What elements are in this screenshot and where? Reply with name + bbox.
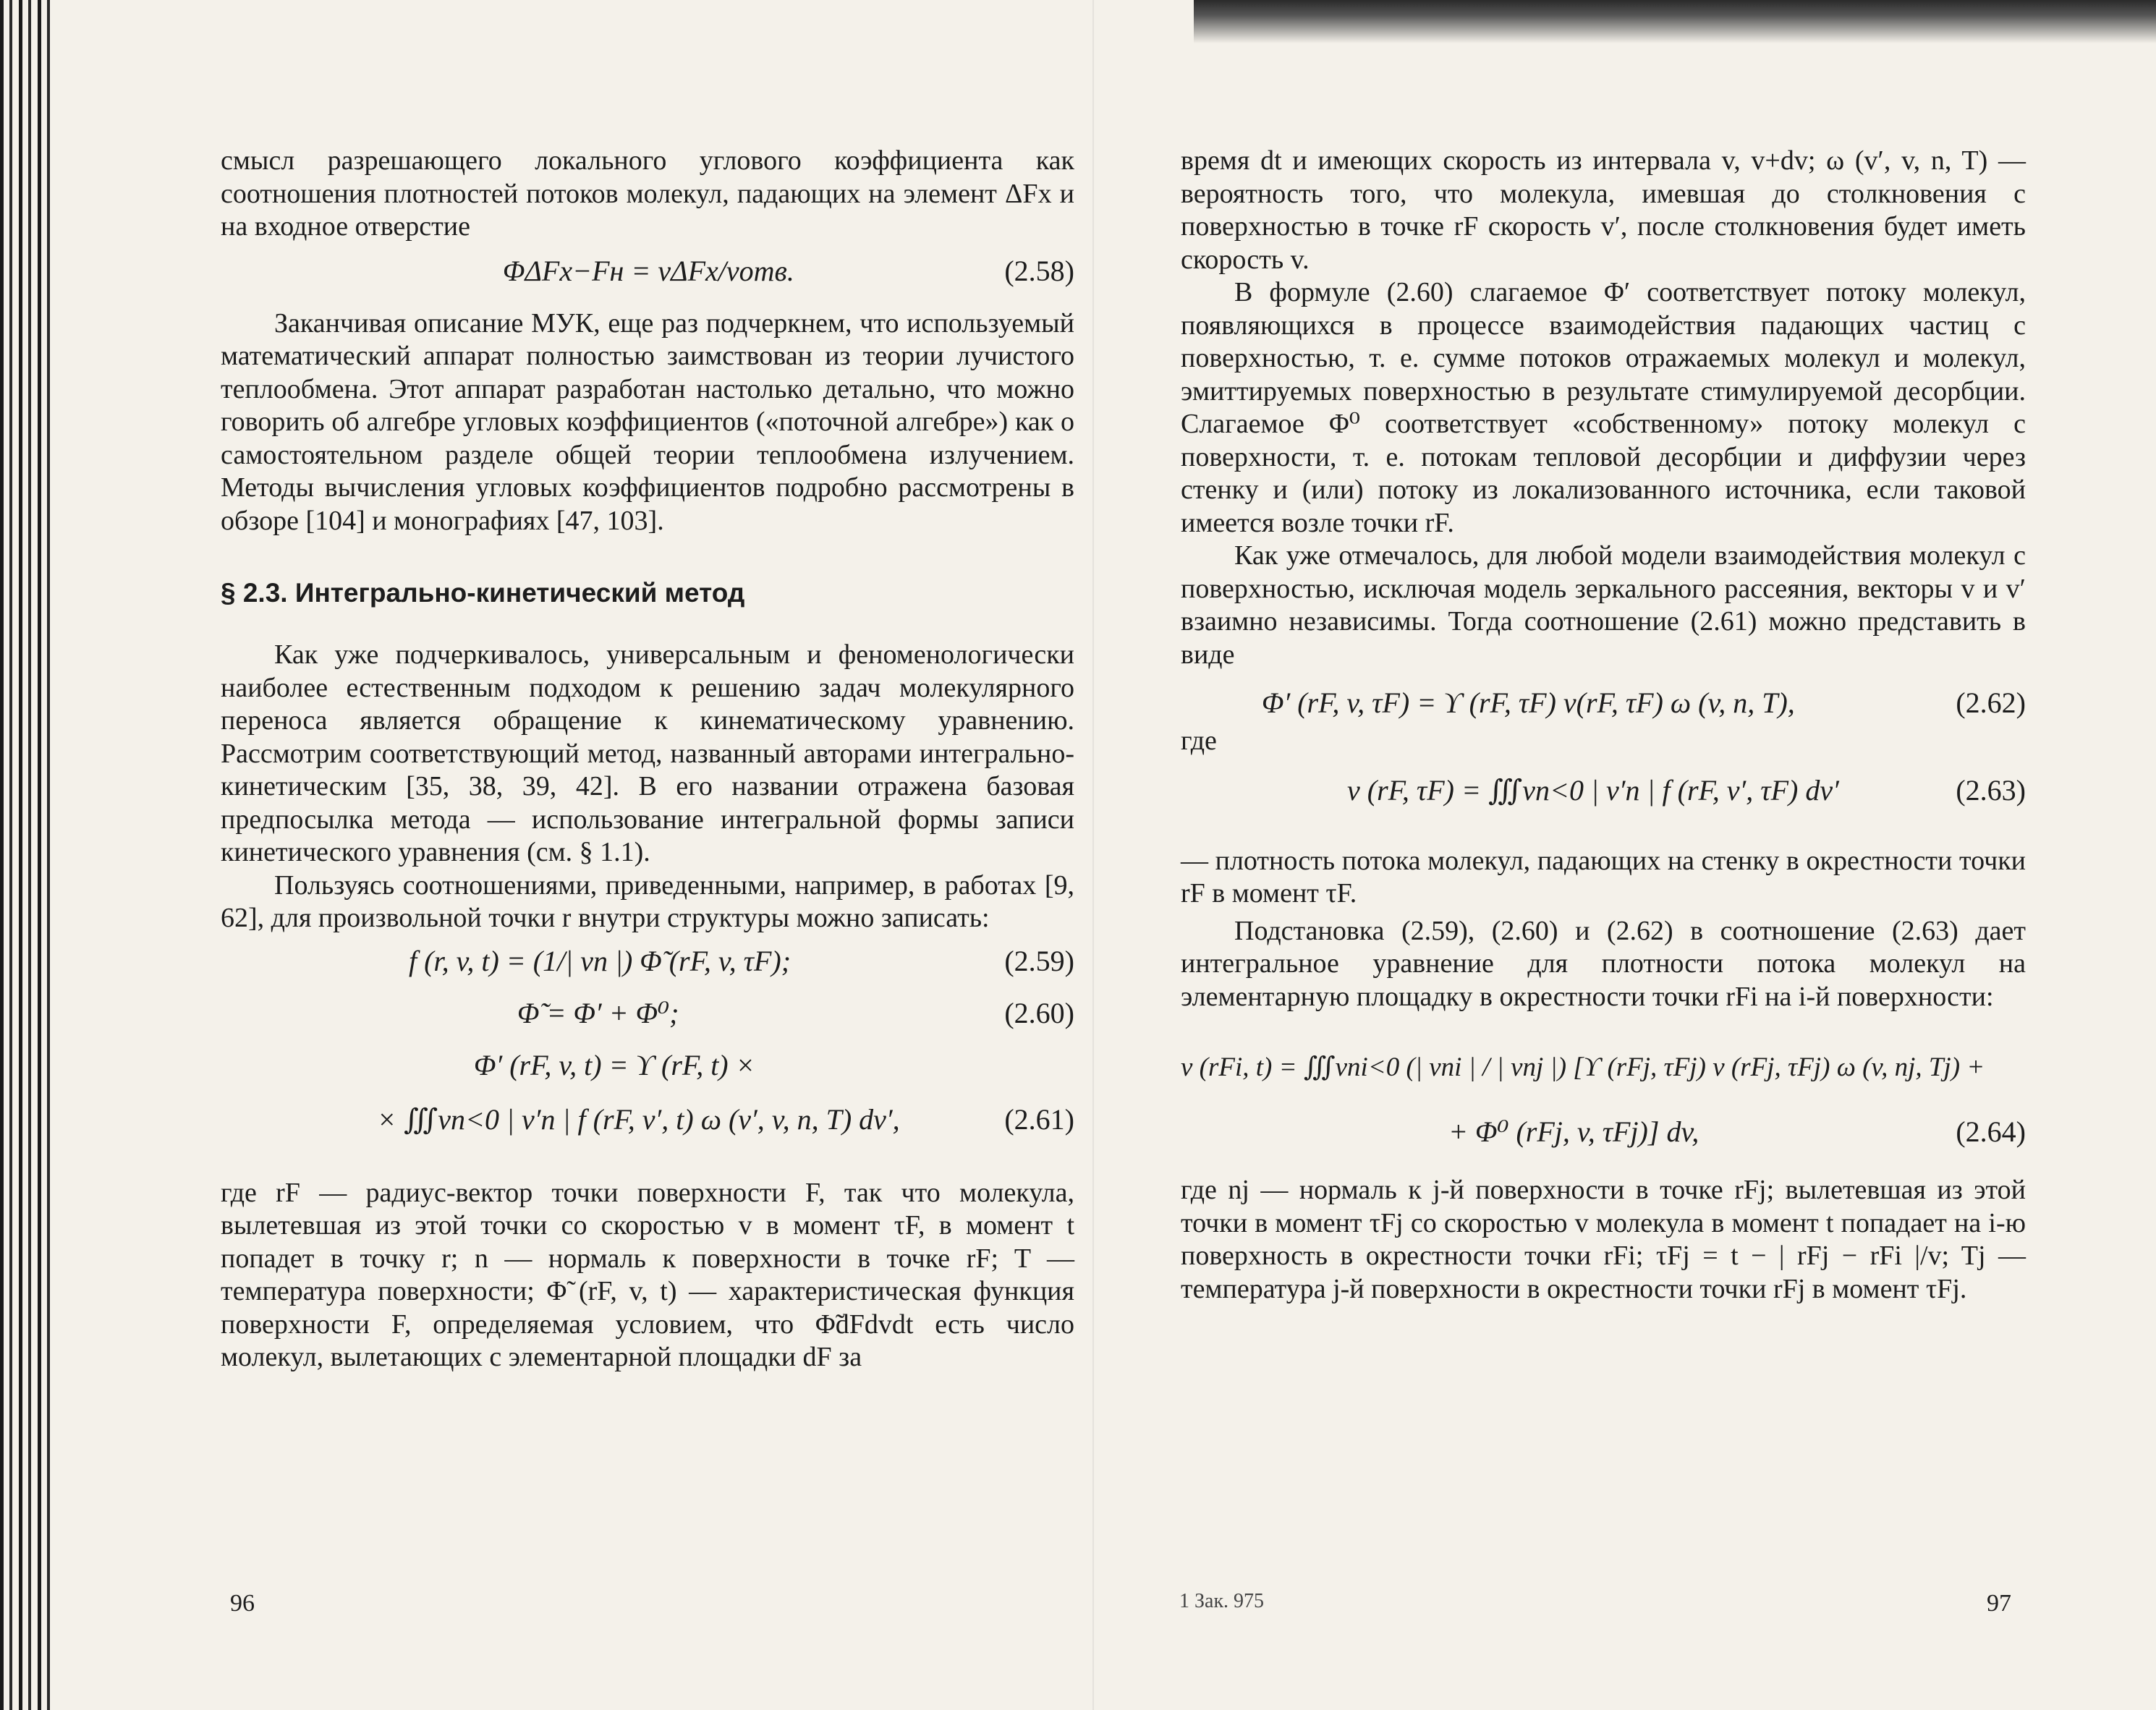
paragraph: Пользуясь соотношениями, приведенными, например, в работах [9, 62], для произвольной точки r внутри структуры можно записать:	[221, 869, 1074, 933]
equation-2-58	[221, 250, 1074, 293]
equation-body: ΦΔFx−Fн = νΔFx/νотв.	[503, 254, 794, 287]
paragraph: — плотность потока молекул, падающих на стенку в окрестности точки rF в момент τF.	[1181, 845, 2026, 909]
paragraph: Подстановка (2.59), (2.60) и (2.62) в соотношение (2.63) дает интегральное уравнение для плотности потока молекул на элементарную площадку в окрестности точки rFi на i-й поверхности:	[1181, 915, 2026, 1012]
equation-body: Φ′ (rF, v, τF) = ϒ (rF, τF) ν(rF, τF) ω (v, n, T),	[1262, 686, 1795, 719]
equation-2-61-line1	[221, 1044, 1074, 1087]
equation-number: (2.60)	[1004, 996, 1074, 1029]
equation-number: (2.58)	[1004, 254, 1074, 287]
equation-body: ν (rF, τF) = ∭vn<0 | v′n | f (rF, v′, τF) dv′	[1347, 773, 1839, 807]
equation-2-60	[221, 992, 1074, 1035]
equation-2-61-line2	[221, 1087, 1074, 1152]
equation-body: × ∭vn<0 | v′n | f (rF, v′, t) ω (v′, v, n, T) dv′,	[377, 1102, 900, 1136]
equation-number: (2.59)	[1004, 944, 1074, 977]
where-label: где	[1181, 726, 1217, 756]
paragraph: Как уже отмечалось, для любой модели взаимодействия молекул с поверхностью, исключая модель зеркального рассеяния, векторы v и v′ взаимно независимы. Тогда соотношение (2.61) можно представить в виде	[1181, 540, 2026, 670]
equation-body: + Φ⁰ (rFj, v, τFj)] dv,	[1448, 1115, 1699, 1148]
scan-shadow-top	[1194, 0, 2156, 43]
left-page	[221, 145, 1074, 1374]
paragraph: где nj — нормаль к j-й поверхности в точке rFj; вылетевшая из этой точки в момент τFj со скоростью v молекула в момент t попадает на i-ю поверхность в окрестности точки rFi; τFj = t − | rFj − rFi |/v; Tj — температура j-й поверхности в окрестности точки rFj в момент τFj.	[1181, 1175, 2026, 1304]
section-title: § 2.3. Интегрально-кинетический метод	[221, 578, 745, 608]
paragraph: Как уже подчеркивалось, универсальным и феноменологически наиболее естественным подходом к решению задач молекулярного переноса является обращение к кинематическому уравнению. Рассмотрим соответствующий метод, названный авторами интегрально-кинетическим [35, 38, 39, 42]. В его названии отражена базовая предпосылка метода — использование интегральной формы записи кинетического уравнения (см. § 1.1).	[221, 639, 1074, 867]
equation-2-64-line2	[1181, 1110, 2026, 1154]
book-spine	[1092, 0, 1094, 1710]
equation-2-62	[1181, 681, 2026, 725]
equation-2-64-line1	[1181, 1035, 2026, 1100]
equation-body: Φ̃ = Φ′ + Φ⁰;	[517, 996, 679, 1029]
paragraph: время dt и имеющих скорость из интервала v, v+dv; ω (v′, v, n, T) — вероятность того, что молекула, имевшая до столкновения с поверхностью в точке rF скорость v′, после столкновения будет иметь скорость v.	[1181, 145, 2026, 275]
paragraph: смысл разрешающего локального углового коэффициента как соотношения плотностей потоков молекул, падающих на элемент ΔFx и на входное отверстие	[221, 145, 1074, 242]
equation-number: (2.63)	[1956, 773, 2026, 807]
equation-body: Φ′ (rF, v, t) = ϒ (rF, t) ×	[474, 1048, 755, 1081]
scan-shadow-left	[0, 0, 51, 1710]
equation-2-63	[1181, 758, 2026, 823]
printer-signature: 1 Зак. 975	[1179, 1590, 1265, 1612]
equation-2-59	[221, 940, 1074, 983]
equation-number: (2.64)	[1956, 1115, 2026, 1148]
page-number-left: 96	[230, 1590, 255, 1617]
paragraph: В формуле (2.60) слагаемое Φ′ соответствует потоку молекул, появляющихся в процессе взаимодействия падающих частиц с поверхностью, т. е. сумме потоков отражаемых молекул и молекул, эмиттируемых поверхностью в результате стимулируемой десорбции. Слагаемое Φ⁰ соответствует «собственному» потоку молекул с поверхности, т. е. потокам тепловой десорбции и диффузии через стенку и (или) потоку из локализованного источника, если таковой имеется возле точки rF.	[1181, 277, 2026, 538]
equation-number: (2.62)	[1956, 686, 2026, 719]
equation-number: (2.61)	[1004, 1102, 1074, 1136]
equation-body: ν (rFi, t) = ∭vni<0 (| vni | / | vnj |) [ϒ (rFj, τFj) ν (rFj, τFj) ω (v, nj, Tj) +	[1181, 1052, 1985, 1082]
equation-body: f (r, v, t) = (1/| vn |) Φ̃ (rF, v, τF);	[409, 944, 791, 977]
paragraph: Заканчивая описание МУК, еще раз подчеркнем, что используемый математический аппарат полностью заимствован из теории лучистого теплообмена. Этот аппарат разработан настолько детально, что можно говорить об алгебре угловых коэффициентов («поточной алгебре») как о самостоятельном разделе общей теории теплообмена излучением. Методы вычисления угловых коэффициентов подробно рассмотрены в обзоре [104] и монографиях [47, 103].	[221, 307, 1074, 536]
paragraph: где rF — радиус-вектор точки поверхности F, так что молекула, вылетевшая из этой точки со скоростью v в момент τF, в момент t попадет в точку r; n — нормаль к поверхности в точке rF; T — температура поверхности; Φ̃ (rF, v, t) — характеристическая функция поверхности F, определяемая условием, что Φ̃dFdvdt есть число молекул, вылетающих с элементарной площадки dF за	[221, 1177, 1074, 1372]
right-page	[1181, 145, 2026, 1306]
page-number-right: 97	[1987, 1590, 2011, 1617]
